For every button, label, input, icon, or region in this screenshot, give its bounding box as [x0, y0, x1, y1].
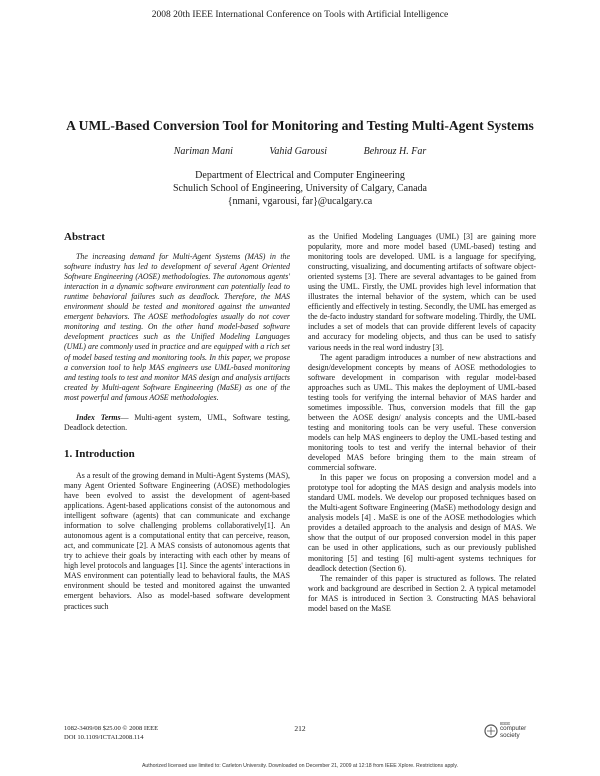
license-note: Authorized licensed use limited to: Carleton University. Downloaded on December 21, 2009 at 12:18 from IEEE Xplore. Restrictions apply.	[141, 763, 459, 769]
logo-text: computer society	[500, 725, 527, 739]
author-name: Vahid Garousi	[269, 146, 328, 157]
affiliation-dept: Department of Electrical and Computer Engineering	[195, 170, 405, 181]
right-column	[308, 232, 536, 614]
footer-isbn: 1082-3409/08 $25.00 © 2008 IEEE	[64, 725, 159, 732]
body-paragraph: The agent paradigm introduces a number of new abstractions and design/development concepts by means of AOSE methodologies to software development in comparison with regular model-based approaches such as UML. This makes the deployment of UML-based testing tools for verifying the internal behavior of MAS harder and sometimes impossible. Thus, conversion models that fill the gap between the AOSE design/ analysis concepts and the UML-based testing and monitoring tools can be very useful. These conversion models can help MAS engineers to deploy the UML-based testing and monitoring tools to test and verify the internal behavior of their developed MAS before bringing them to the main stream of commercial software.	[308, 352, 536, 473]
index-terms	[64, 413, 290, 433]
footer-doi: DOI 10.1109/ICTAI.2008.114	[64, 734, 144, 741]
abstract-text: The increasing demand for Multi-Agent Systems (MAS) in the software industry has led to development of several Agent Oriented Software Engineering (AOSE) methodologies. The autonomous agents' interaction in a dynamic software environment can potentially lead to runtime behavioral failures such as deadlock. Therefore, the MAS environment should be tested and monitored against the unwanted emergent behaviors. The AOSE methodologies usually do not cover monitoring and testing. On the other hand model-based software development practices such as the Unified Modeling Languages (UML) are commonly used in practice and are equipped with a rich set of model based testing and monitoring tools. In this paper, we propose a conversion tool to help MAS engineers use UML-based monitoring and testing tools to test and monitor MAS design and analysis artifacts created by Multi-agent Software Engineering (MaSE) as one of the most powerful and famous AOSE methodologies.	[64, 252, 290, 402]
index-terms-label: Index Terms	[76, 412, 121, 422]
abstract-heading: Abstract	[64, 231, 105, 243]
author-name: Nariman Mani	[173, 146, 233, 157]
left-column	[64, 232, 290, 612]
conference-header: 2008 20th IEEE International Conference on Tools with Artificial Intelligence	[151, 10, 449, 20]
abstract	[64, 252, 290, 403]
paper-title: A UML-Based Conversion Tool for Monitoring and Testing Multi-Agent Systems	[66, 118, 534, 133]
intro-paragraph: As a result of the growing demand in Multi-Agent Systems (MAS), many Agent Oriented Software Engineering (AOSE) methodologies have been evolved to assist the development of agent-based applications. Agent-based applications consist of the autonomous and intelligent software (agents) that can communicate and exchange information to solve challenging problems collaboratively[1]. An autonomous agent is a computational entity that can perceive, reason, act, and communicate [2]. A MAS consists of autonomous agents that try to achieve their goals by interacting with each other by means of high level protocols and languages [1]. Since the agents' interactions in MAS environment can potentially lead to behavioral faults, the MAS environment should be tested and monitored against the unwanted emergent behaviors. Also as model-based software development practices such	[64, 470, 290, 611]
affiliation-school: Schulich School of Engineering, University of Calgary, Canada	[172, 183, 427, 194]
affiliation-email: {nmani, vgarousi, far}@ucalgary.ca	[227, 196, 373, 207]
index-terms-text: — Multi-agent system, UML, Software testing, Deadlock detection.	[64, 412, 291, 432]
computer-society-logo	[484, 721, 540, 741]
body-paragraph: In this paper we focus on proposing a conversion model and a prototype tool for adopting the MAS design and analysis models into standard UML models. We develop our proposed techniques based on the Multi-agent Software Engineering (MaSE) methodology design and analysis models [4] . MaSE is one of the AOSE methodologies which provides a detailed approach to the analysis and design of MAS. We show that the output of our proposed conversion model in this paper can be used in other applications, such as our previously published monitoring [5] and testing [6] multi-agent systems techniques for deadlock detection (Section 6).	[308, 473, 536, 573]
body-paragraph: The remainder of this paper is structured as follows. The related work and background are described in Section 2. A typical metamodel for MAS is introduced in Section 3. Constructing MAS behavioral model based on the MaSE	[308, 573, 536, 613]
body-paragraph: as the Unified Modeling Languages (UML) [3] are gaining more popularity, more and more model based (UML-based) testing and monitoring tools are developed. UML is a language for specifying, constructing, visualizing, and documenting artifacts of software object-oriented systems [3]. There are several advantages to be gained from using the UML. Firstly, the UML provides high level information that illustrates the internal behavior of the system, which can be used efficiently and effectively in testing. Secondly, the UML has emerged as the de-facto industry standard for software modeling. Thirdly, the UML includes a set of models that can provide different levels of capacity and accuracy for modeling objects, and thus can be used to satisfy various needs in the real word industry [3].	[308, 232, 536, 352]
author-list	[0, 146, 600, 157]
author-name: Behrouz H. Far	[363, 146, 427, 157]
page-number: 212	[294, 724, 306, 733]
logo-ieee: IEEE	[500, 721, 511, 726]
intro-heading: 1. Introduction	[64, 447, 135, 460]
